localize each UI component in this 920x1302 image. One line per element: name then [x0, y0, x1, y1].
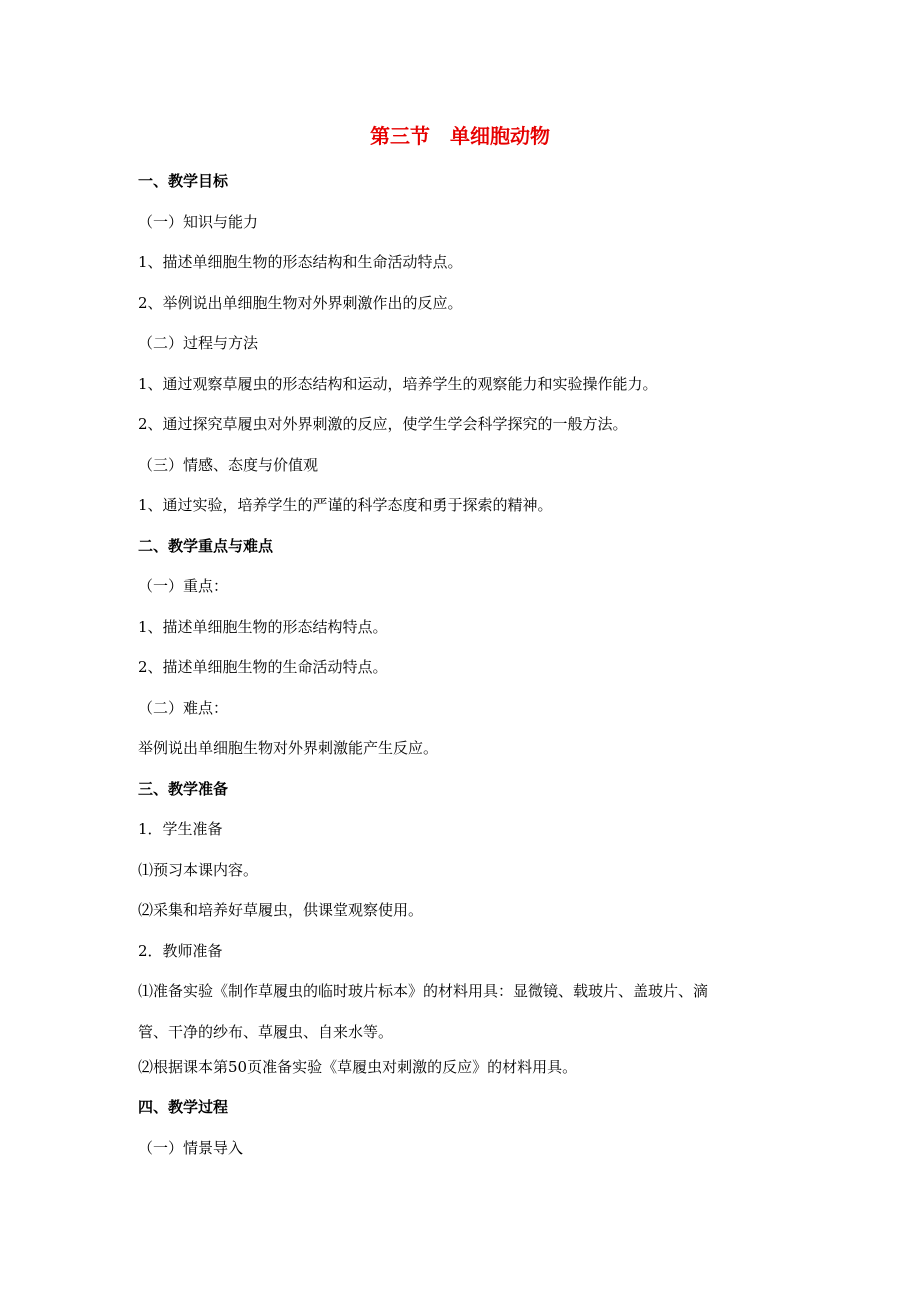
paragraph-line: 管、干净的纱布、草履虫、自来水等。 — [138, 1022, 394, 1041]
paragraph: 1、描述单细胞生物的形态结构特点。 — [138, 617, 388, 636]
paragraph: 1．学生准备 — [138, 820, 223, 838]
paragraph: （一）知识与能力 — [138, 212, 259, 231]
paragraph: ⑴预习本课内容。 — [138, 860, 259, 879]
paragraph-line: ⑴准备实验《制作草履虫的临时玻片标本》的材料用具：显微镜、载玻片、盖玻片、滴 — [138, 982, 709, 1000]
paragraph: 1、通过观察草履虫的形态结构和运动，培养学生的观察能力和实验操作能力。 — [138, 374, 658, 393]
paragraph: 1、通过实验，培养学生的严谨的科学态度和勇于探索的精神。 — [138, 496, 553, 514]
paragraph: 举例说出单细胞生物对外界刺激能产生反应。 — [138, 739, 439, 757]
paragraph: ⑵采集和培养好草履虫，供课堂观察使用。 — [138, 901, 424, 919]
paragraph: ⑵根据课本第50页准备实验《草履虫对刺激的反应》的材料用具。 — [138, 1057, 578, 1076]
paragraph: （二）过程与方法 — [138, 334, 259, 352]
page-title: 第三节 单细胞动物 — [370, 124, 550, 148]
paragraph: （一）重点： — [138, 577, 229, 595]
paragraph: （一）情景导入 — [138, 1138, 244, 1157]
paragraph: 2、描述单细胞生物的生命活动特点。 — [138, 658, 388, 676]
paragraph: 2、通过探究草履虫对外界刺激的反应，使学生学会科学探究的一般方法。 — [138, 415, 628, 433]
section-heading: 二、教学重点与难点 — [138, 536, 274, 555]
paragraph: 2．教师准备 — [138, 941, 223, 960]
paragraph: （三）情感、态度与价值观 — [138, 455, 319, 474]
document-body — [138, 166, 778, 1173]
section-heading: 一、教学目标 — [138, 172, 229, 190]
paragraph: 2、举例说出单细胞生物对外界刺激作出的反应。 — [138, 293, 463, 312]
section-heading: 三、教学准备 — [138, 779, 229, 798]
paragraph: 1、描述单细胞生物的形态结构和生命活动特点。 — [138, 253, 463, 271]
paragraph-multiline — [138, 971, 778, 1052]
section-heading: 四、教学过程 — [138, 1098, 229, 1116]
paragraph: （二）难点： — [138, 698, 229, 717]
